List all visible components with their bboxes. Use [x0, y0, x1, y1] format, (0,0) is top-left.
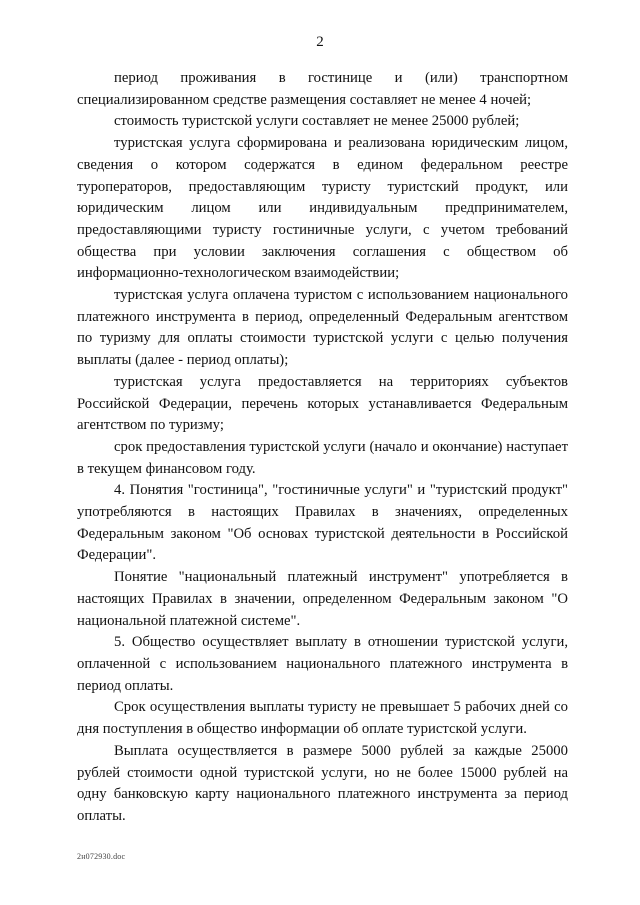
- paragraph: Срок осуществления выплаты туристу не превышает 5 рабочих дней со дня поступления в общество информации об оплате туристской услуги.: [77, 699, 568, 738]
- paragraph: 4. Понятия "гостиница", "гостиничные услуги" и "туристский продукт" употребляются в настоящих Правилах в значениях, определенных Федеральным законом "Об основах туристской деятельности в Российской Федерации".: [77, 482, 568, 564]
- paragraph: туристская услуга сформирована и реализована юридическим лицом, сведения о котором содержатся в едином федеральном реестре туроператоров, предоставляющим туристу туристский продукт, или юридическим лицом или индивидуальным предпринимателем, предоставляющими туристу гостиничные услуги, с учетом требований общества при условии заключения соглашения с обществом об информационно-технологическом взаимодействии;: [77, 135, 568, 282]
- paragraph: туристская услуга предоставляется на территориях субъектов Российской Федерации, перечень которых устанавливается Федеральным агентством по туризму;: [77, 373, 568, 434]
- paragraph: период проживания в гостинице и (или) транспортном специализированном средстве размещения составляет не менее 4 ночей;: [77, 70, 568, 108]
- paragraph: срок предоставления туристской услуги (начало и окончание) наступает в текущем финансовом году.: [77, 438, 568, 477]
- paragraph: туристская услуга оплачена туристом с использованием национального платежного инструмента в период, определенный Федеральным агентством по туризму для оплаты стоимости туристской услуги с целью получения выплаты (далее - период оплаты);: [77, 287, 568, 369]
- page-number: 2: [316, 34, 324, 50]
- paragraph: стоимость туристской услуги составляет не менее 25000 рублей;: [114, 113, 520, 130]
- document-body: [77, 68, 568, 828]
- paragraph: Выплата осуществляется в размере 5000 рублей за каждые 25000 рублей стоимости одной туристской услуги, но не более 15000 рублей на одну банковскую карту национального платежного инструмента за период оплаты.: [77, 742, 568, 824]
- paragraph: Понятие "национальный платежный инструмент" употребляется в настоящих Правилах в значении, определенном Федеральным законом "О национальной платежной системе".: [77, 569, 568, 629]
- paragraph: 5. Общество осуществляет выплату в отношении туристской услуги, оплаченной с использованием национального платежного инструмента в период оплаты.: [77, 634, 568, 694]
- footer-file-code: 2н072930.doc: [77, 852, 126, 861]
